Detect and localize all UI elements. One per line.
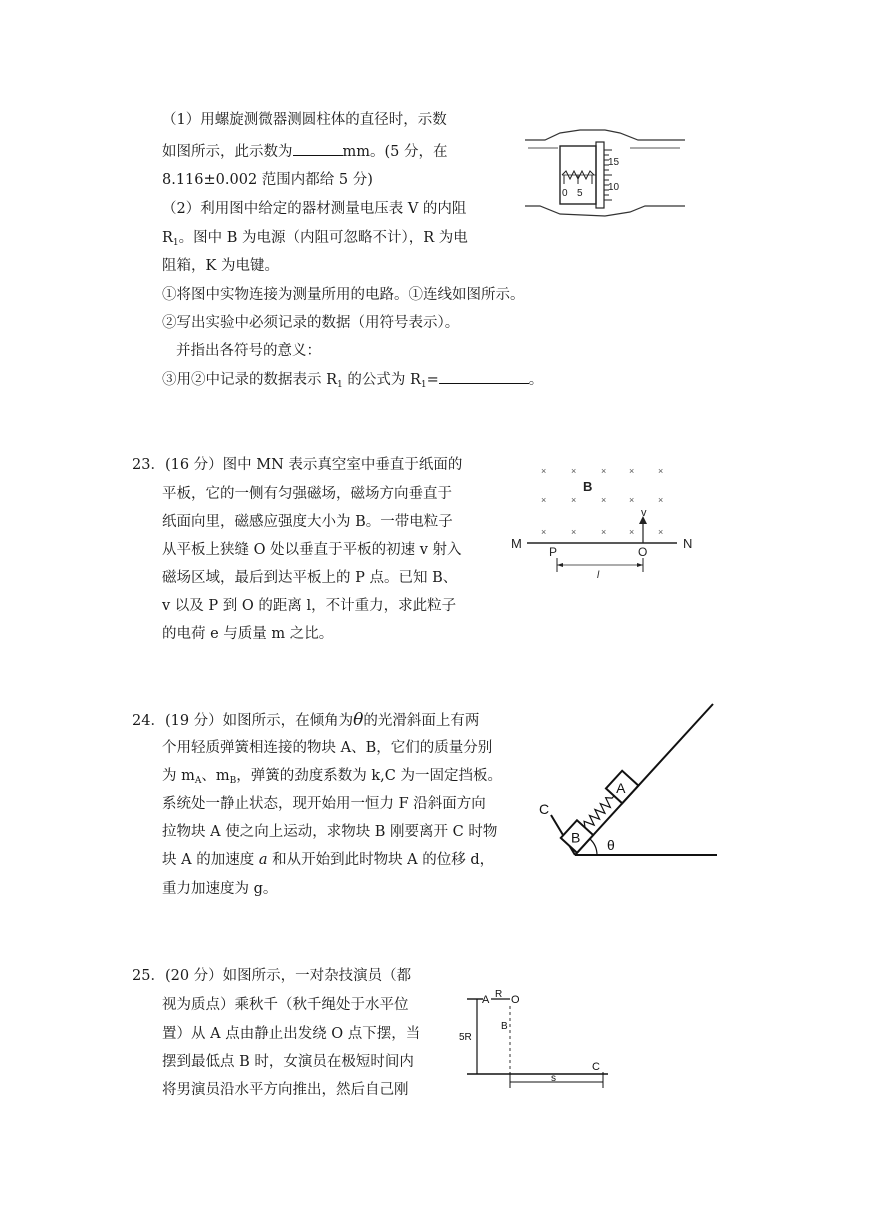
q23-line-3: 纸面向里，磁感应强度大小为 B。一带电粒子 <box>162 514 453 530</box>
p1-line-1: （1）用螺旋测微器测圆柱体的直径时，示数 <box>162 112 447 128</box>
svg-text:×: × <box>629 495 635 505</box>
p1-line-8: ②写出实验中必须记录的数据（用符号表示）。 <box>162 315 460 331</box>
q23-line-1: 23．(16 分）图中 MN 表示真空室中垂直于纸面的 <box>132 457 463 473</box>
point-P-label: P <box>549 545 558 559</box>
micrometer-tick-0: 0 <box>562 188 568 199</box>
p1-line-10: ③用②中记录的数据表示 $R_1$ 的公式为 $R_1=$ 。 <box>162 369 543 395</box>
svg-text:×: × <box>658 495 664 505</box>
q25-line-2: 视为质点）乘秋千（秋千绳处于水平位 <box>162 997 409 1013</box>
q23-line-2: 平板，它的一侧有匀强磁场，磁场方向垂直于 <box>162 486 452 502</box>
svg-text:×: × <box>658 466 664 476</box>
barrier-label-C: C <box>539 801 550 817</box>
q24-line-3: 为 $m_A$、$m_B$，弹簧的劲度系数为 k,C 为一固定挡板。 <box>162 768 502 786</box>
plate-label-N: N <box>683 536 693 551</box>
p1-line-6: 阻箱，K 为电键。 <box>162 258 279 274</box>
magnetic-field-figure <box>505 458 715 583</box>
q23-line-5: 磁场区域，最后到达平板上的 P 点。已知 B、 <box>162 570 458 586</box>
point-C-label: C <box>592 1061 600 1073</box>
p1-line-2: 如图所示，此示数为 mm。(5 分，在 <box>162 141 448 162</box>
p1-line-9: 并指出各符号的意义： <box>176 343 321 359</box>
svg-text:×: × <box>601 495 607 505</box>
field-label-B: B <box>583 479 593 494</box>
svg-text:×: × <box>541 527 547 537</box>
block-B-label: B <box>570 829 581 846</box>
svg-text:×: × <box>541 466 547 476</box>
svg-text:×: × <box>629 466 635 476</box>
block-A-label: A <box>616 780 626 797</box>
q24-line-1: 24．(19 分）如图所示，在倾角为θ的光滑斜面上有两 <box>132 710 480 730</box>
answer-blank-2[interactable] <box>439 369 529 384</box>
angle-theta-label: θ <box>607 837 615 853</box>
q24-line-7: 重力加速度为 g。 <box>162 881 278 897</box>
q24-line-5: 拉物块 A 使之向上运动，求物块 B 刚要离开 C 时物 <box>162 824 498 840</box>
svg-text:×: × <box>658 527 664 537</box>
q24-line-6: 块 A 的加速度 a 和从开始到此时物块 A 的位移 d， <box>162 852 495 868</box>
q25-line-3: 置）从 A 点由静止出发绕 O 点下摆，当 <box>162 1026 421 1042</box>
micrometer-tick-15: 15 <box>608 157 620 168</box>
q25-line-5: 将男演员沿水平方向推出，然后自己刚 <box>162 1082 409 1098</box>
field-cross-marks <box>541 466 663 537</box>
point-A-label: A <box>482 994 490 1006</box>
answer-blank-1[interactable] <box>293 141 343 156</box>
svg-text:×: × <box>571 495 577 505</box>
micrometer-tick-5: 5 <box>577 188 583 199</box>
distance-label-s: s <box>551 1073 556 1084</box>
svg-text:×: × <box>629 527 635 537</box>
svg-text:×: × <box>601 527 607 537</box>
p1-line-7: ①将图中实物连接为测量所用的电路。①连线如图所示。 <box>162 287 525 303</box>
velocity-label: v <box>641 507 647 519</box>
point-B-label: B <box>501 1021 508 1032</box>
radius-label-R: R <box>495 989 503 1000</box>
swing-figure <box>455 988 615 1093</box>
svg-text:×: × <box>571 527 577 537</box>
q23-line-6: v 以及 P 到 O 的距离 l，不计重力，求此粒子 <box>162 598 457 614</box>
q24-line-4: 系统处一静止状态，现开始用一恒力 F 沿斜面方向 <box>162 796 486 812</box>
point-O-label: O <box>511 994 520 1006</box>
micrometer-tick-10: 10 <box>608 182 620 193</box>
q23-line-7: 的电荷 e 与质量 m 之比。 <box>162 626 334 642</box>
svg-text:×: × <box>571 466 577 476</box>
svg-text:×: × <box>541 495 547 505</box>
point-O-label: O <box>638 545 648 559</box>
micrometer-figure <box>520 128 690 218</box>
q23-line-4: 从平板上狭缝 O 处以垂直于平板的初速 v 射入 <box>162 542 462 558</box>
q25-line-4: 摆到最低点 B 时，女演员在极短时间内 <box>162 1054 414 1070</box>
svg-text:×: × <box>601 466 607 476</box>
p1-line-4: （2）利用图中给定的器材测量电压表 V 的内阻 <box>162 201 467 217</box>
plate-label-M: M <box>511 536 522 551</box>
distance-label-l: l <box>597 570 600 581</box>
p1-line-3: 8.116±0.002 范围内都给 5 分) <box>162 172 373 188</box>
q25-line-1: 25．(20 分）如图所示，一对杂技演员（都 <box>132 968 412 984</box>
height-label-5R: 5R <box>459 1032 472 1043</box>
p1-line-5: $R_1$。图中 B 为电源（内阻可忽略不计），R 为电 <box>162 230 468 248</box>
q24-line-2: 个用轻质弹簧相连接的物块 A、B，它们的质量分别 <box>162 740 493 756</box>
incline-figure <box>535 700 725 865</box>
